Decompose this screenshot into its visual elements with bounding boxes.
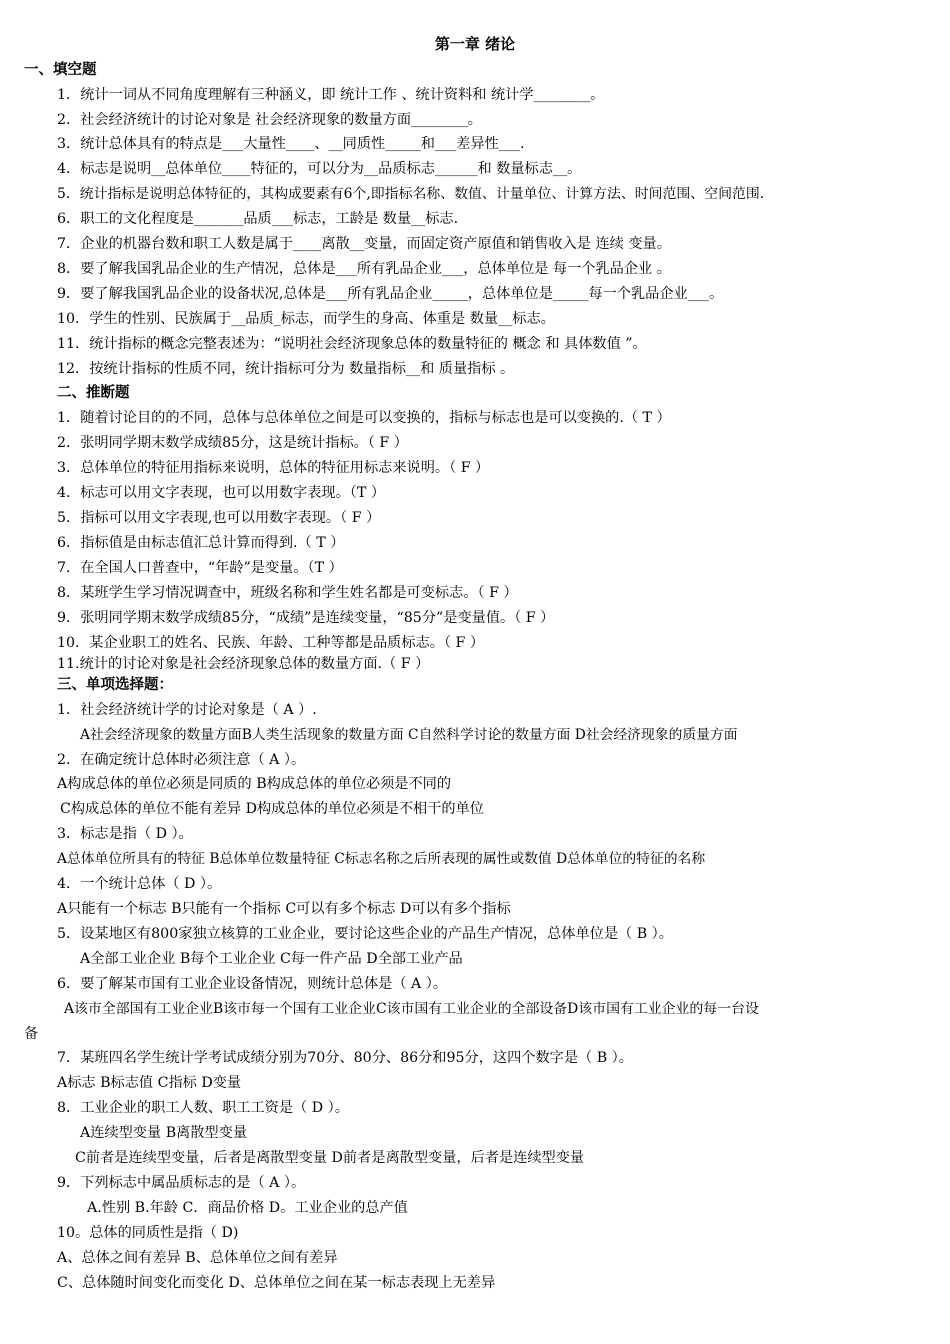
judgment-item: 3．总体单位的特征用指标来说明，总体的特征用标志来说明。（ F ）: [57, 460, 490, 476]
judgment-item: 2．张明同学期末数学成绩85分，这是统计指标。（ F ）: [57, 435, 408, 451]
judgment-item: 1．随着讨论目的的不同，总体与总体单位之间是可以变换的，指标与标志也是可以变换的.（ T ）: [57, 410, 671, 426]
answer-options: A标志 B标志值 C指标 D变量: [57, 1075, 242, 1091]
judgment-item: 9．张明同学期末数学成绩85分，“成绩”是连续变量，“85分”是变量值。（ F ）: [57, 610, 555, 626]
answer-options: A只能有一个标志 B只能有一个指标 C可以有多个标志 D可以有多个指标: [57, 901, 511, 917]
answer-options: 备: [24, 1026, 39, 1042]
answer-options: A、总体之间有差异 B、总体单位之间有差异: [57, 1250, 338, 1266]
judgment-item: 11.统计的讨论对象是社会经济现象总体的数量方面.（ F ）: [57, 656, 430, 672]
judgment-item: 8．某班学生学习情况调查中，班级名称和学生姓名都是可变标志。（ F ）: [57, 585, 518, 601]
answer-options: A总体单位所具有的特征 B总体单位数量特征 C标志名称之后所表现的属性或数值 D总体单位的特征的名称: [57, 851, 706, 867]
judgment-item: 4．标志可以用文字表现，也可以用数字表现。（T ）: [57, 485, 386, 501]
fill-blank-item: 3．统计总体具有的特点是___大量性____、__同质性_____和___差异性___.: [57, 136, 525, 152]
question-stem: 2．在确定统计总体时必须注意（ A ）。: [57, 752, 306, 768]
fill-blank-item: 9．要了解我国乳品企业的设备状况,总体是___所有乳品企业_____，总体单位是_____每一个乳品企业___。: [57, 286, 724, 302]
answer-options: A连续型变量 B离散型变量: [80, 1125, 248, 1141]
fill-blank-item: 2．社会经济统计的讨论对象是 社会经济现象的数量方面________。: [57, 112, 482, 128]
judgment-item: 6．指标值是由标志值汇总计算而得到.（ T ）: [57, 535, 345, 551]
answer-options: A社会经济现象的数量方面B人类生活现象的数量方面 C自然科学讨论的数量方面 D社会经济现象的质量方面: [80, 727, 738, 743]
answer-options: A.性别 B.年龄 C．商品价格 D。工业企业的总产值: [87, 1200, 408, 1216]
fill-blank-item: 11．统计指标的概念完整表述为：“说明社会经济现象总体的数量特征的 概念 和 具体数值 ”。: [57, 336, 647, 352]
fill-blank-item: 8．要了解我国乳品企业的生产情况，总体是___所有乳品企业___，总体单位是 每一个乳品企业 。: [57, 261, 671, 277]
fill-blank-item: 12．按统计指标的性质不同，统计指标可分为 数量指标__和 质量指标 。: [57, 361, 515, 377]
judgment-item: 5．指标可以用文字表现,也可以用数字表现。（ F ）: [57, 510, 381, 526]
fill-blank-item: 1．统计一词从不同角度理解有三种涵义，即 统计工作 、统计资料和 统计学________。: [57, 87, 605, 103]
fill-blank-item: 4．标志是说明__总体单位____特征的，可以分为__品质标志______和 数量标志__。: [57, 161, 582, 177]
answer-options: A构成总体的单位必须是同质的 B构成总体的单位必须是不同的: [57, 776, 452, 792]
answer-options: C构成总体的单位不能有差异 D构成总体的单位必须是不相干的单位: [60, 801, 484, 817]
question-stem: 4．一个统计总体（ D ）。: [57, 876, 222, 892]
section-heading-judgment: 二、推断题: [57, 385, 130, 401]
section-heading-single-choice: 三、单项选择题：: [57, 677, 173, 693]
question-stem: 9．下列标志中属品质标志的是（ A ）。: [57, 1175, 306, 1191]
answer-options: A该市全部国有工业企业B该市每一个国有工业企业C该市国有工业企业的全部设备D该市国有工业企业的每一台设: [64, 1001, 759, 1017]
fill-blank-item: 5．统计指标是说明总体特征的，其构成要素有6个,即指标名称、数值、计量单位、计算方法、时间范围、空间范围.: [57, 186, 765, 202]
answer-options: A全部工业企业 B每个工业企业 C每一件产品 D全部工业产品: [80, 951, 463, 967]
fill-blank-item: 7．企业的机器台数和职工人数是属于____离散__变量，而固定资产原值和销售收入是 连续 变量。: [57, 236, 671, 252]
judgment-item: 10．某企业职工的姓名、民族、年龄、工种等都是品质标志。（ F ）: [57, 635, 485, 651]
question-stem: 3．标志是指（ D ）。: [57, 826, 193, 842]
fill-blank-item: 6．职工的文化程度是_______品质___标志，工龄是 数量__标志.: [57, 211, 459, 227]
chapter-title: 第一章 绪论: [434, 35, 516, 53]
question-stem: 10。总体的同质性是指（ D): [57, 1225, 239, 1241]
question-stem: 7．某班四名学生统计学考试成绩分别为70分、80分、86分和95分，这四个数字是（ B ）。: [57, 1050, 633, 1066]
question-stem: 6．要了解某市国有工业企业设备情况，则统计总体是（ A ）。: [57, 976, 448, 992]
question-stem: 5．设某地区有800家独立核算的工业企业，要讨论这些企业的产品生产情况，总体单位是（ B ）。: [57, 926, 673, 942]
question-stem: 8．工业企业的职工人数、职工工资是（ D ）。: [57, 1100, 349, 1116]
judgment-item: 7．在全国人口普查中，“年龄”是变量。（T ）: [57, 560, 343, 576]
fill-blank-item: 10．学生的性别、民族属于__品质_标志，而学生的身高、体重是 数量__标志。: [57, 311, 555, 327]
section-heading-fill-blank: 一、填空题: [24, 62, 97, 78]
answer-options: C前者是连续型变量，后者是离散型变量 D前者是离散型变量，后者是连续型变量: [75, 1150, 585, 1166]
answer-options: C、总体随时间变化而变化 D、总体单位之间在某一标志表现上无差异: [57, 1275, 496, 1291]
question-stem: 1．社会经济统计学的讨论对象是（ A ）.: [57, 702, 317, 718]
